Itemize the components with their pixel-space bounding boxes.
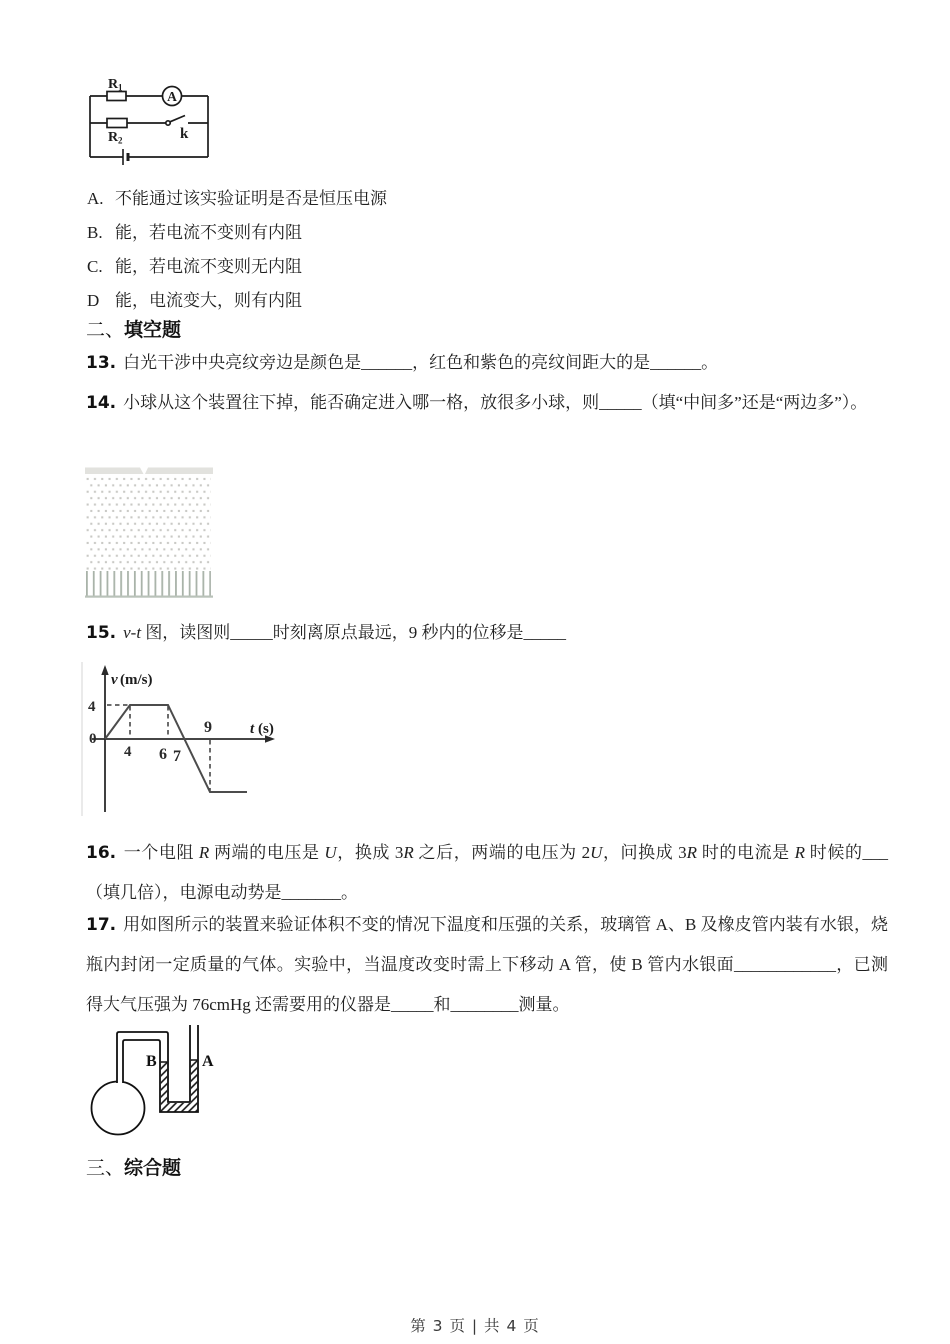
section-header-fill-blank	[86, 319, 181, 343]
mercury-bottom	[161, 1103, 197, 1112]
section-comprehensive-title: 综合题	[124, 1158, 182, 1179]
collection-slots	[86, 571, 211, 597]
option-d-text: 能，电流变大，则有内阻	[115, 291, 302, 310]
option-a-text: 不能通过该实验证明是否是恒压电源	[115, 189, 387, 208]
vt-ytick-4: 4	[88, 699, 96, 715]
option-b	[87, 216, 787, 250]
option-b-text: 能，若电流不变则有内阻	[115, 223, 302, 242]
vt-xtick-7: 7	[173, 748, 181, 765]
tube-a-label: A	[202, 1053, 214, 1070]
switch-pivot-icon	[166, 121, 170, 125]
question-14-text: 小球从这个装置往下掉，能否确定进入哪一格，放很多小球，则_____（填“中间多”还是“两边多”）。	[123, 393, 868, 412]
option-a-label: A.	[87, 189, 104, 208]
resistor-r2	[107, 119, 127, 128]
question-13	[86, 343, 888, 383]
r1-subscript: 1	[118, 82, 123, 93]
vt-xlabel-t: t	[250, 721, 255, 737]
question-15-text: v-t 图，读图则_____时刻离原点最远，9 秒内的位移是_____	[123, 623, 567, 642]
circuit-figure	[84, 72, 234, 172]
section-fill-title: 填空题	[124, 320, 182, 341]
option-d	[87, 284, 787, 318]
circuit-svg	[84, 72, 234, 172]
funnel-bar-left	[85, 468, 144, 475]
resistor-r1	[107, 92, 126, 101]
flask-svg	[88, 1020, 218, 1142]
option-a	[87, 182, 787, 216]
y-axis-arrow-icon	[101, 665, 108, 675]
galton-board-svg	[85, 463, 213, 601]
question-16-number: 16.	[86, 843, 117, 863]
question-14	[86, 383, 888, 423]
vt-ylabel-unit: (m/s)	[120, 672, 153, 688]
switch-blade-icon	[170, 116, 185, 122]
question-17-number: 17.	[86, 915, 117, 935]
option-c-text: 能，若电流不变则无内阻	[115, 257, 302, 276]
section-comprehensive-number: 三、	[86, 1158, 125, 1179]
question-13-number: 13.	[86, 353, 117, 373]
flask-bulb	[92, 1082, 145, 1135]
option-c-label: C.	[87, 257, 103, 276]
vt-xtick-9: 9	[204, 719, 212, 736]
r2-label: R	[108, 130, 119, 145]
mcq-options	[87, 182, 787, 318]
ammeter-label: A	[167, 88, 177, 104]
tube-outer-wall	[123, 1025, 198, 1112]
tube-b-label: B	[146, 1053, 157, 1070]
r1-label: R	[108, 77, 119, 92]
question-14-number: 14.	[86, 393, 117, 413]
page-footer	[0, 1314, 950, 1336]
switch-label: k	[180, 126, 189, 142]
question-15	[86, 613, 888, 653]
section-fill-number: 二、	[86, 320, 125, 341]
section-header-comprehensive	[86, 1157, 181, 1181]
flask-figure	[88, 1020, 218, 1142]
question-17-text: 用如图所示的装置来验证体积不变的情况下温度和压强的关系，玻璃管 A、B 及橡皮管内装有水银，烧瓶内封闭一定质量的气体。实验中，当温度改变时需上下移动 A 管，使 B 管内水银面____________，已测得大气压强为 76cmHg 还需要用的仪器是_____和________测量。	[86, 915, 888, 1014]
vt-ylabel-v: v	[111, 672, 118, 688]
question-13-text: 白光干涉中央亮纹旁边是颜色是______，红色和紫色的亮纹间距大的是______。	[123, 353, 719, 372]
option-c	[87, 250, 787, 284]
option-d-label: D	[87, 291, 100, 310]
vt-xlabel-unit: (s)	[258, 721, 274, 737]
vt-origin: 0	[89, 731, 97, 747]
question-15-number: 15.	[86, 623, 117, 643]
peg-grid	[86, 477, 211, 571]
r2-subscript: 2	[118, 135, 123, 146]
page-number-indicator: 第 3 页 | 共 4 页	[410, 1317, 540, 1335]
neck-opening-mask	[118, 1076, 123, 1087]
question-16	[86, 833, 888, 913]
board-baseline	[85, 596, 213, 598]
question-16-text: 一个电阻 R 两端的电压是 U，换成 3R 之后，两端的电压为 2U，问换成 3R 时的电流是 R 时候的___（填几倍），电源电动势是_______。	[86, 843, 889, 902]
question-17	[86, 905, 888, 1025]
funnel-bar-right	[145, 468, 213, 475]
vt-graph-svg	[80, 660, 292, 818]
vt-graph-figure	[80, 660, 292, 818]
option-b-label: B.	[87, 223, 103, 242]
vt-xtick-6: 6	[159, 746, 167, 763]
vt-xtick-4: 4	[124, 744, 132, 760]
galton-board-figure	[85, 463, 213, 601]
